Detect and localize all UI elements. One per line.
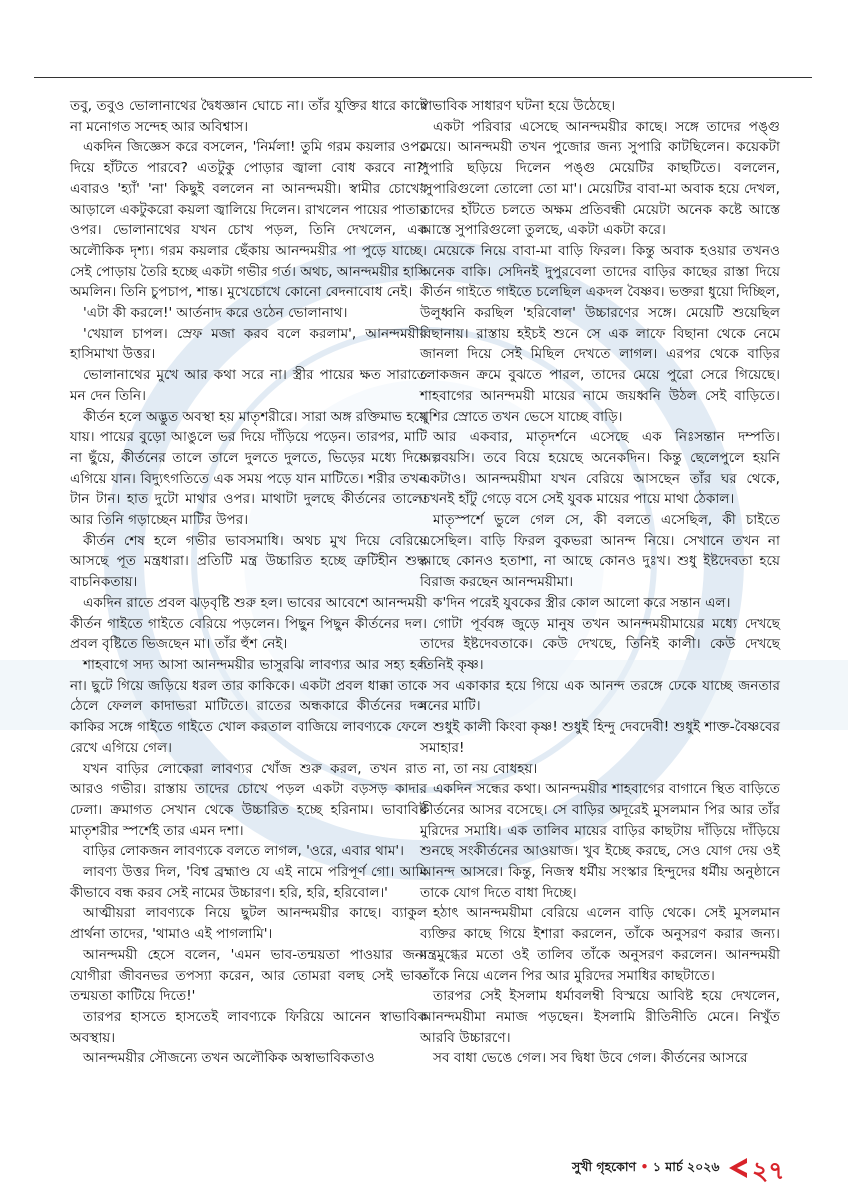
magazine-name: সুখী গৃহকোণ xyxy=(572,1159,637,1174)
article-paragraph: একদিন জিজ্ঞেস করে বসলেন, 'নির্মলা! তুমি গরম কয়লার ওপর দিয়ে হাঁটতে পারবে? এতটুকু পোড়ার জ্বালা বোধ করবে না?' এবারও 'হ্যাঁ' 'না' কিছুই বললেন না আনন্দময়ী। স্বামীর চোখের আড়ালে একটুকরো কয়লা জ্বালিয়ে দিলেন। রাখলেন পায়ের পাতার ওপর। ভোলানাথের যখন চোখ পড়ল, তিনি দেখলেন, এক অলৌকিক দৃশ্য। গরম কয়লার ছেঁকায় আনন্দময়ীর পা পুড়ে যাচ্ছে। সেই পোড়ায় তৈরি হচ্ছে একটা গভীর গর্ত। অথচ, আনন্দময়ীর হাসি অমলিন। তিনি চুপচাপ, শান্ত। মুখেচোখে কোনো বেদনাবোধ নেই। xyxy=(70,139,427,301)
article-paragraph: লাবণ্য উত্তর দিল, 'বিশ্ব ব্রহ্মাণ্ড যে এই নামে পরিপূর্ণ গো। আমি কীভাবে বন্ধ করব সেই নামের উচ্চারণ। হরি, হরি, হরিবোল।' xyxy=(70,864,427,901)
article-paragraph: গোটা পূর্ববঙ্গ জুড়ে মানুষ তখন আনন্দময়ীমায়ের মধ্যে দেখছে তাদের ইষ্টদেবতাকে। কেউ দেখছে, তিনিই কালী। কেউ দেখছে তিনিই কৃষ্ণ। xyxy=(420,615,780,673)
article-paragraph: বাড়ির লোকজন লাবণ্যকে বলতে লাগল, 'ওরে, এবার থাম'। xyxy=(83,843,404,860)
article-paragraph: ক'দিন পরেই যুবকের স্ত্রীর কোল আলো করে সন্তান এল। xyxy=(433,594,731,611)
article-paragraph: 'এটা কী করলে!' আর্তনাদ করে ওঠেন ভোলানাথ। xyxy=(83,305,348,322)
article-paragraph: একদিন রাতে প্রবল ঝড়বৃষ্টি শুরু হল। ভাবের আবেশে আনন্দময়ী কীর্তন গাইতে গাইতে বেরিয়ে পড়লেন। পিছুন পিছুন কীর্তনের দল। প্রবল বৃষ্টিতে ভিজছেন মা। তাঁর হুঁশ নেই। xyxy=(70,594,427,653)
footer-separator: • xyxy=(640,1159,649,1174)
article-paragraph: মেয়েকে নিয়ে বাবা-মা বাড়ি ফিরল। কিন্তু অবাক হওয়ার তখনও অনেক বাকি। সেদিনই দুপুরবেলা তাদের বাড়ির কাছের রাস্তা দিয়ে কীর্তন গাইতে গাইতে চলেছিল একদল বৈষ্ণব। ভক্তরা ধুয়ো দিচ্ছিল, উলুধ্বনি করছিল 'হরিবোল' উচ্চারণের সঙ্গে। মেয়েটি শুয়েছিল বিছানায়। রাস্তায় হইচই শুনে সে এক লাফে বিছানা থেকে নেমে জানলা দিয়ে সেই মিছিল দেখতে লাগল। এরপর থেকে বাড়ির লোকজন ক্রমে বুঝতে পারল, তাদের মেয়ে পুরো সেরে গিয়েছে। শাহবাগের আনন্দময়ী মায়ের নামে জয়ধ্বনি উঠল সেই বাড়িতে। খুশির স্রোতে তখন ভেসে যাচ্ছে বাড়ি। xyxy=(420,242,780,425)
article-paragraph: একটা পরিবার এসেছে আনন্দময়ীর কাছে। সঙ্গে তাদের পঙ্গু মেয়ে। আনন্দময়ী তখন পুজোর জন্য সুপারি কাটছিলেন। কয়েকটা সুপারি ছড়িয়ে দিলেন পঙ্গু মেয়েটির কাছটিতে। বললেন, 'সুপারিগুলো তোলো তো মা'। মেয়েটির বাবা-মা অবাক হয়ে দেখল, তাদের হাঁটতে চলতে অক্ষম প্রতিবন্ধী মেয়েটা অনেক কষ্টে আস্তে আস্তে সুপারিগুলো তুলছে, একটা একটা করে। xyxy=(420,118,780,239)
article-paragraph: শাহবাগে সদ্য আসা আনন্দময়ীর ভাসুরঝি লাবণ্যর আর সহ্য হল না। ছুটে গিয়ে জড়িয়ে ধরল তার কাকিকে। একটা প্রবল ধাক্কা তাকে ঠেলে ফেলল কাদাভরা মাটিতে। রাতের অন্ধকারে কীর্তনের দল কাকির সঙ্গে গাইতে গাইতে খোল করতাল বাজিয়ে লাবণ্যকে ফেলে রেখে এগিয়ে গেল। xyxy=(70,656,427,756)
article-paragraph: 'খেয়াল চাপল। স্রেফ মজা করব বলে করলাম', আনন্দময়ীর হাসিমাখা উত্তর। xyxy=(70,325,427,363)
article-paragraph: তবু, তবুও ভোলানাথের দ্বৈধজ্ঞান ঘোচে না। তাঁর যুক্তির ধারে কাটে না মনোগত সন্দেহ আর অবিশ্বাস। xyxy=(70,98,427,135)
article-paragraph: আনন্দময়ীর সৌজন্যে তখন অলৌকিক অস্বাভাবিকতাও xyxy=(83,1050,375,1067)
article-paragraph: আত্মীয়রা লাবণ্যকে নিয়ে ছুটল আনন্দময়ীর কাছে। ব্যাকুল প্রার্থনা তাদের, 'থামাও এই পাগলামি'। xyxy=(70,905,427,943)
article-paragraph: যখন বাড়ির লোকেরা লাবণ্যর খোঁজ শুরু করল, তখন রাত আরও গভীর। রাস্তায় তাদের চোখে পড়ল একটা বড়সড় কাদার ঢেলা। ক্রমাগত সেখান থেকে উচ্চারিত হচ্ছে হরিনাম। ভাবাবিষ্ট মাতৃশরীর স্পর্শেই তার এমন দশা। xyxy=(70,760,427,839)
article-paragraph: মাতৃস্পর্শে ভুলে গেল সে, কী বলতে এসেছিল, কী চাইতে এসেছিল। বাড়ি ফিরল বুকভরা আনন্দ নিয়ে। সেখানে তখন না আছে কোনও হতাশা, না আছে কোনও দুঃখ। শুধু ইষ্টদেবতা হয়ে বিরাজ করছেন আনন্দময়ীমা। xyxy=(420,512,780,591)
article-left-column xyxy=(70,96,427,1069)
article-paragraph: আনন্দময়ী হেসে বলেন, 'এমন ভাব-তন্ময়তা পাওয়ার জন্য যোগীরা জীবনভর তপস্যা করেন, আর তোমরা বলছ সেই ভাব-তন্ময়তা কাটিয়ে দিতে!' xyxy=(70,946,427,1005)
article-paragraph: হঠাৎ আনন্দময়ীমা বেরিয়ে এলেন বাড়ি থেকে। সেই মুসলমান ব্যক্তির কাছে গিয়ে ইশারা করলেন, তাঁকে অনুসরণ করার জন্য। মন্ত্রমুগ্ধের মতো ওই তালিব তাঁকে অনুসরণ করলেন। আনন্দময়ী তাঁকে নিয়ে এলেন পির আর মুরিদের সমাধির কাছটাতে। xyxy=(420,905,780,984)
page-footer xyxy=(520,1153,810,1193)
article-paragraph: তারপর হাসতে হাসতেই লাবণ্যকে ফিরিয়ে আনেন স্বাভাবিক অবস্থায়। xyxy=(70,1008,427,1046)
article-paragraph: না, তা নয় বোধহয়। xyxy=(433,760,538,777)
article-paragraph: ভোলানাথের মুখে আর কথা সরে না। স্ত্রীর পায়ের ক্ষত সারাতে মন দেন তিনি। xyxy=(70,367,427,404)
article-paragraph: সব একাকার হয়ে গিয়ে এক আনন্দ তরঙ্গে ঢেকে যাচ্ছে জনতার মনের মাটি। xyxy=(420,677,780,715)
article-paragraph: আর একবার, মাতৃদর্শনে এসেছে এক নিঃসন্তান দম্পতি। অল্পবয়সি। তবে বিয়ে হয়েছে অনেকদিন। কিন্তু ছেলেপুলে হয়নি একটাও। আনন্দময়ীমা যখন বেরিয়ে আসছেন তাঁর ঘর থেকে, তখনই হাঁটু গেড়ে বসে সেই যুবক মায়ের পায়ে মাথা ঠেকাল। xyxy=(420,429,780,508)
article-paragraph: স্বাভাবিক সাধারণ ঘটনা হয়ে উঠেছে। xyxy=(420,98,616,114)
article-paragraph: কীর্তন হলে অদ্ভুত অবস্থা হয় মাতৃশরীরে। সারা অঙ্গ রক্তিমাভ হয়ে যায়। পায়ের বুড়ো আঙুলে ভর দিয়ে দাঁড়িয়ে পড়েন। তারপর, মাটি না ছুঁয়ে, কীর্তনের তালে তালে দুলতে দুলতে, ভিড়ের মধ্যে দিয়ে এগিয়ে যান। বিদ্যুৎগতিতে এক সময় পড়ে যান মাটিতে। শরীর তখন টান টান। হাত দুটো মাথার ওপর। মাথাটা দুলছে কীর্তনের তালে। আর তিনি গড়াচ্ছেন মাটির উপর। xyxy=(70,408,427,529)
article-paragraph: সব বাধা ভেঙে গেল। সব দ্বিধা উবে গেল। কীর্তনের আসরে xyxy=(433,1050,748,1067)
article-right-column xyxy=(420,96,780,1069)
issue-date: ১ মার্চ ২০২৬ xyxy=(652,1159,720,1174)
header-rule xyxy=(34,77,812,78)
article-paragraph: শুধুই কালী কিংবা কৃষ্ণ! শুধুই হিন্দু দেবদেবী! শুধুই শাক্ত-বৈষ্ণবের সমাহার! xyxy=(420,719,780,756)
article-paragraph: তারপর সেই ইসলাম ধর্মাবলম্বী বিস্ময়ে আবিষ্ট হয়ে দেখলেন, আনন্দময়ীমা নমাজ পড়ছেন। ইসলামি রীতিনীতি মেনে। নিখুঁত আরবি উচ্চারণে। xyxy=(420,988,780,1046)
article-paragraph: কীর্তন শেষ হলে গভীর ভাবসমাধি। অথচ মুখ দিয়ে বেরিয়ে আসছে পূত মন্ত্রধারা। প্রতিটি মন্ত্র উচ্চারিত হচ্ছে ত্রুটিহীন শুদ্ধ বাচনিকতায়। xyxy=(70,532,427,591)
article-paragraph: একদিন সন্ধের কথা। আনন্দময়ীর শাহবাগের বাগানে স্থিত বাড়িতে কীর্তনের আসর বসেছে। সে বাড়ির অদূরেই মুসলমান পির আর তাঁর মুরিদের সমাধি। এক তালিব মায়ের বাড়ির কাছটায় দাঁড়িয়ে দাঁড়িয়ে শুনছে সংকীর্তনের আওয়াজ। খুব ইচ্ছে করছে, সেও যোগ দেয় ওই আনন্দ আসরে। কিন্তু, নিজস্ব ধর্মীয় সংস্কার হিন্দুদের ধর্মীয় অনুষ্ঠানে তাকে যোগ দিতে বাধা দিচ্ছে। xyxy=(420,781,780,901)
page-corner-icon xyxy=(725,1155,751,1181)
page-number: ২৭ xyxy=(752,1156,785,1185)
footer-label xyxy=(572,1159,719,1179)
